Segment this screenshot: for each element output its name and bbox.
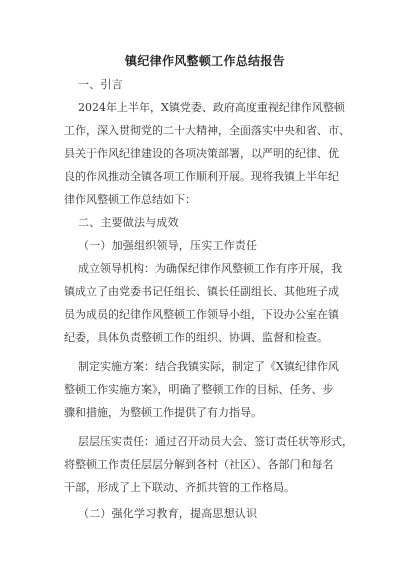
paragraph-line: 员为成员的纪律作风整顿工作领导小组，下设办公室在镇 xyxy=(64,308,339,321)
paragraph-line: 纪委，具体负责整顿工作的组织、协调、监督和检查。 xyxy=(64,331,328,344)
paragraph-line: 将整顿工作责任层层分解到各村（社区）、各部门和每名 xyxy=(64,458,334,471)
paragraph-line: 层层压实责任：通过召开动员大会、签订责任状等形式， xyxy=(78,435,353,448)
paragraph-line: 整顿工作实施方案》，明确了整顿工作的目标、任务、步 xyxy=(64,383,334,396)
paragraph-line: 成立领导机构：为确保纪律作风整顿工作有序开展，我 xyxy=(78,262,342,275)
paragraph-line: 工作，深入贯彻党的二十大精神，全面落实中央和省、市、 xyxy=(64,124,350,137)
paragraph-line: 骤和措施，为整顿工作提供了有力指导。 xyxy=(64,406,262,419)
section-heading-practices: 二、主要做法与成效 xyxy=(78,216,179,229)
section-heading-intro: 一、引言 xyxy=(78,78,123,91)
paragraph-line: 制定实施方案：结合我镇实际，制定了《X镇纪律作风 xyxy=(78,360,339,373)
paragraph-line: 镇成立了由党委书记任组长、镇长任副组长、其他班子成 xyxy=(64,285,339,298)
paragraph-line: 干部，形成了上下联动、齐抓共管的工作格局。 xyxy=(64,481,295,494)
paragraph-line: 2024年上半年，X镇党委、政府高度重视纪律作风整顿 xyxy=(78,101,345,114)
paragraph-line: 律作风整顿工作总结如下： xyxy=(64,193,196,206)
paragraph-line: 县关于作风纪律建设的各项决策部署，以严明的纪律、优 xyxy=(64,147,339,160)
subsection-heading-study: （二）强化学习教育，提高思想认识 xyxy=(78,507,258,520)
document-title: 镇纪律作风整顿工作总结报告 xyxy=(125,54,285,68)
paragraph-line: 良的作风推动全镇各项工作顺利开展。现将我镇上半年纪 xyxy=(64,170,339,183)
subsection-heading-leadership: （一）加强组织领导，压实工作责任 xyxy=(78,239,258,252)
